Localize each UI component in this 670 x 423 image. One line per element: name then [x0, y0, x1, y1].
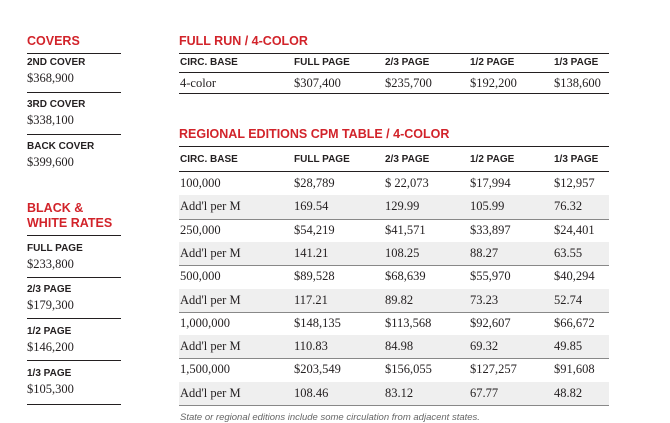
footnote: State or regional editions include some circulation from adjacent states.: [180, 412, 480, 423]
table-cell: 110.83: [294, 339, 328, 354]
column-header: FULL PAGE: [294, 57, 350, 68]
table-cell: 67.77: [470, 385, 499, 400]
table-cell: $138,600: [554, 76, 601, 90]
table-cell: $12,957: [554, 176, 595, 190]
bw-label: 1/3 PAGE: [27, 368, 72, 379]
table-cell: $24,401: [554, 222, 595, 237]
column-header: 2/3 PAGE: [385, 57, 430, 68]
table-cell: $54,219: [294, 222, 335, 237]
table-cell: $127,257: [470, 362, 517, 377]
table-cell: 108.25: [385, 245, 420, 260]
table-cell: 83.12: [385, 385, 414, 400]
table-cell: Add'l per M: [180, 199, 241, 214]
cover-label: BACK COVER: [27, 141, 95, 152]
table-cell: $92,607: [470, 315, 511, 330]
divider: [27, 404, 121, 405]
table-cell: Add'l per M: [180, 385, 241, 400]
table-cell: 69.32: [470, 339, 499, 354]
bw-value: $233,800: [27, 257, 74, 271]
column-header: CIRC. BASE: [180, 57, 238, 68]
table-cell: $235,700: [385, 76, 432, 90]
bw-title-line2: WHITE RATES: [27, 216, 113, 230]
table-cell: 100,000: [180, 176, 221, 190]
table-cell: Add'l per M: [180, 339, 241, 354]
row-divider: [179, 358, 609, 359]
divider: [27, 318, 121, 319]
table-cell: 49.85: [554, 339, 583, 354]
table-cell: 52.74: [554, 292, 583, 307]
table-cell: $28,789: [294, 176, 335, 190]
divider: [179, 171, 609, 172]
divider: [27, 92, 121, 93]
cover-value: $399,600: [27, 155, 74, 169]
divider: [179, 72, 609, 73]
table-cell: 117.21: [294, 292, 328, 307]
divider: [27, 134, 121, 135]
table-cell: $66,672: [554, 315, 595, 330]
bw-value: $105,300: [27, 382, 74, 396]
cover-label: 2ND COVER: [27, 57, 86, 68]
row-divider: [179, 405, 609, 406]
table-cell: $192,200: [470, 76, 517, 90]
table-cell: 105.99: [470, 199, 505, 214]
column-header: CIRC. BASE: [180, 154, 238, 165]
table-cell: $17,994: [470, 176, 511, 190]
table-cell: 88.27: [470, 245, 499, 260]
table-cell: 129.99: [385, 199, 420, 214]
bw-label: 1/2 PAGE: [27, 326, 72, 337]
table-cell: 250,000: [180, 222, 221, 237]
full-run-title: FULL RUN / 4-COLOR: [179, 34, 308, 48]
regional-title: REGIONAL EDITIONS CPM TABLE / 4-COLOR: [179, 127, 450, 141]
divider: [27, 360, 121, 361]
table-cell: $89,528: [294, 269, 335, 284]
table-cell: $203,549: [294, 362, 341, 377]
table-cell: 1,500,000: [180, 362, 230, 377]
table-cell: $156,055: [385, 362, 432, 377]
table-cell: 500,000: [180, 269, 221, 284]
table-cell: $113,568: [385, 315, 432, 330]
bw-title-line1: BLACK &: [27, 201, 84, 215]
table-cell: 1,000,000: [180, 315, 230, 330]
table-cell: $55,970: [470, 269, 511, 284]
table-cell: $41,571: [385, 222, 426, 237]
table-cell: 73.23: [470, 292, 499, 307]
cover-value: $338,100: [27, 113, 74, 127]
column-header: 1/2 PAGE: [470, 57, 515, 68]
table-cell: 76.32: [554, 199, 583, 214]
covers-title: COVERS: [27, 34, 80, 48]
table-cell: $40,294: [554, 269, 595, 284]
divider: [179, 146, 609, 147]
column-header: 1/3 PAGE: [554, 154, 599, 165]
divider: [27, 235, 121, 236]
table-cell: 89.82: [385, 292, 414, 307]
cover-label: 3RD COVER: [27, 99, 86, 110]
row-divider: [179, 312, 609, 313]
column-header: 1/3 PAGE: [554, 57, 599, 68]
divider: [179, 93, 609, 94]
table-cell: Add'l per M: [180, 245, 241, 260]
table-cell: $307,400: [294, 76, 341, 90]
table-cell: 141.21: [294, 245, 329, 260]
table-cell: 63.55: [554, 245, 583, 260]
table-cell: Add'l per M: [180, 292, 241, 307]
cover-value: $368,900: [27, 71, 74, 85]
table-cell: $91,608: [554, 362, 595, 377]
row-divider: [179, 219, 609, 220]
table-cell: 108.46: [294, 385, 329, 400]
bw-label: 2/3 PAGE: [27, 284, 72, 295]
table-cell: $68,639: [385, 269, 426, 284]
column-header: FULL PAGE: [294, 154, 350, 165]
table-cell: $ 22,073: [385, 176, 429, 190]
divider: [27, 53, 121, 54]
table-cell: $148,135: [294, 315, 341, 330]
column-header: 2/3 PAGE: [385, 154, 430, 165]
table-cell: $33,897: [470, 222, 511, 237]
column-header: 1/2 PAGE: [470, 154, 515, 165]
table-cell: 84.98: [385, 339, 414, 354]
table-cell: 48.82: [554, 385, 583, 400]
table-cell: 4-color: [180, 76, 217, 90]
bw-value: $179,300: [27, 298, 74, 312]
row-divider: [179, 265, 609, 266]
bw-label: FULL PAGE: [27, 243, 83, 254]
bw-value: $146,200: [27, 340, 74, 354]
divider: [179, 53, 609, 54]
table-cell: 169.54: [294, 199, 329, 214]
divider: [27, 277, 121, 278]
